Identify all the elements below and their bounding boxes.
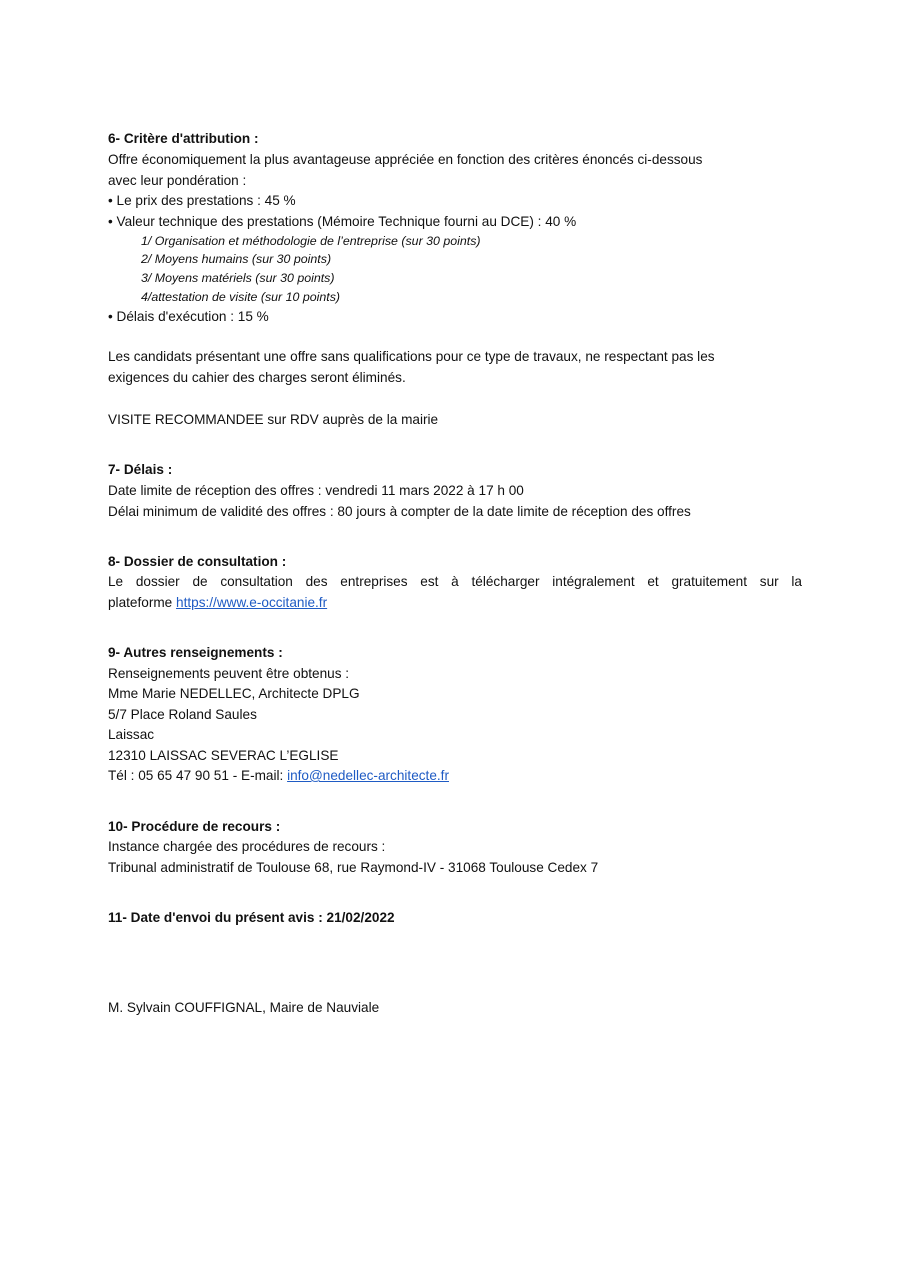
signature: M. Sylvain COUFFIGNAL, Maire de Nauviale	[108, 1000, 380, 1015]
elimination-line-2: exigences du cahier des charges seront éliminés.	[108, 370, 406, 385]
deadline-line-1: Date limite de réception des offres : vendredi 11 mars 2022 à 17 h 00	[108, 483, 524, 498]
criteria-bullet-technical: • Valeur technique des prestations (Mémoire Technique fourni au DCE) : 40 %	[108, 214, 577, 229]
criteria-intro-line-1: Offre économiquement la plus avantageuse appréciée en fonction des critères énoncés ci-dessous	[108, 152, 703, 167]
visit-note: VISITE RECOMMANDEE sur RDV auprès de la mairie	[108, 412, 439, 427]
info-line: Laissac	[108, 727, 155, 742]
criteria-sub-item: 3/ Moyens matériels (sur 30 points)	[141, 271, 335, 285]
info-line: 12310 LAISSAC SEVERAC L’EGLISE	[108, 748, 339, 763]
criteria-bullet-delay: • Délais d'exécution : 15 %	[108, 309, 269, 324]
criteria-sub-item: 1/ Organisation et méthodologie de l’entreprise (sur 30 points)	[141, 234, 481, 248]
section-11-heading: 11- Date d'envoi du présent avis : 21/02/2022	[108, 910, 395, 925]
criteria-bullet-price: • Le prix des prestations : 45 %	[108, 193, 296, 208]
section-9-heading: 9- Autres renseignements :	[108, 645, 283, 660]
contact-line	[108, 766, 449, 786]
consultation-line-2	[108, 593, 327, 613]
appeal-line-2: Tribunal administratif de Toulouse 68, rue Raymond-IV - 31068 Toulouse Cedex 7	[108, 860, 599, 875]
section-6-heading: 6- Critère d'attribution :	[108, 131, 259, 146]
info-line: Mme Marie NEDELLEC, Architecte DPLG	[108, 686, 360, 701]
elimination-line-1: Les candidats présentant une offre sans qualifications pour ce type de travaux, ne respectant pas les	[108, 349, 715, 364]
section-7-heading: 7- Délais :	[108, 462, 173, 477]
criteria-sub-item: 4/attestation de visite (sur 10 points)	[141, 290, 341, 304]
appeal-line-1: Instance chargée des procédures de recours :	[108, 839, 386, 854]
criteria-intro-line-2: avec leur pondération :	[108, 173, 247, 188]
info-line: 5/7 Place Roland Saules	[108, 707, 257, 722]
info-line: Renseignements peuvent être obtenus :	[108, 666, 350, 681]
section-10-heading: 10- Procédure de recours :	[108, 819, 281, 834]
criteria-sub-item: 2/ Moyens humains (sur 30 points)	[141, 252, 332, 266]
email-link[interactable]: info@nedellec-architecte.fr	[287, 768, 449, 783]
section-8-heading: 8- Dossier de consultation :	[108, 554, 287, 569]
platform-link[interactable]: https://www.e-occitanie.fr	[176, 595, 328, 610]
consultation-line-1: Le dossier de consultation des entreprises est à télécharger intégralement et gratuitement sur la	[108, 574, 802, 589]
consultation-line-2-prefix: plateforme	[108, 595, 177, 610]
deadline-line-2: Délai minimum de validité des offres : 80 jours à compter de la date limite de réception des offres	[108, 504, 691, 519]
contact-prefix: Tél : 05 65 47 90 51 - E-mail:	[108, 768, 288, 783]
